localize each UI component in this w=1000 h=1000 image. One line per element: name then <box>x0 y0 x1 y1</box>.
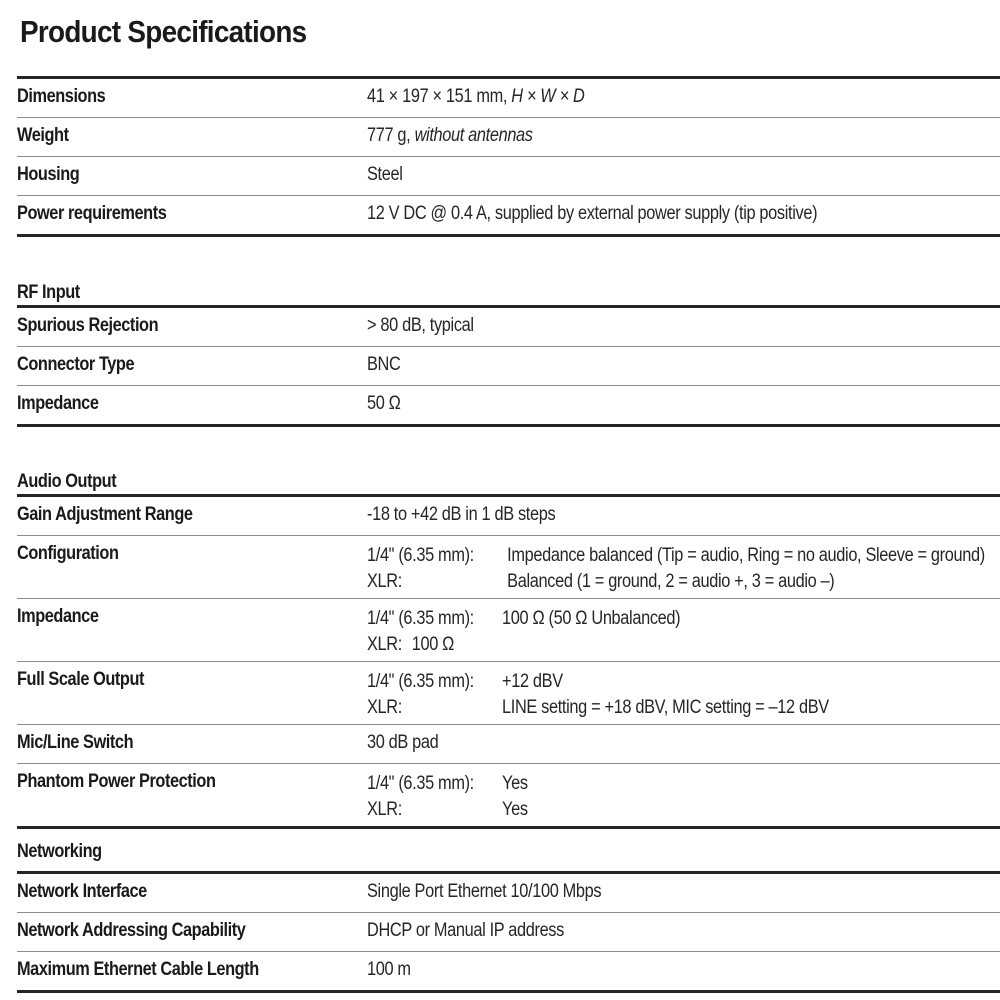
spec-label: Mic/Line Switch <box>17 732 134 753</box>
connector-label: 1/4" (6.35 mm): <box>367 608 474 629</box>
spec-value-note: without antennas <box>414 125 533 146</box>
section-heading-networking: Networking <box>17 841 102 862</box>
spec-label: Connector Type <box>17 354 135 375</box>
spec-label: Impedance <box>17 606 99 627</box>
table-bottom-rule <box>17 424 1000 427</box>
spec-row-full-scale-output <box>17 662 1000 724</box>
section-heading-audio-output: Audio Output <box>17 471 117 492</box>
connector-label: 1/4" (6.35 mm): <box>367 545 474 566</box>
page-title: Product Specifications <box>20 14 307 49</box>
spec-label: Gain Adjustment Range <box>17 504 193 525</box>
spec-value: -18 to +42 dB in 1 dB steps <box>367 504 556 525</box>
spec-subline <box>367 569 985 595</box>
spec-label: Phantom Power Protection <box>17 771 216 792</box>
spec-label: Configuration <box>17 543 119 564</box>
spec-subline <box>367 543 985 569</box>
connector-label: XLR: <box>367 634 402 655</box>
spec-row-network-interface <box>17 874 1000 912</box>
spec-row-mic-line-switch <box>17 725 1000 763</box>
spec-row-audio-impedance <box>17 599 1000 661</box>
spec-row-phantom-power <box>17 764 1000 826</box>
connector-value: Yes <box>502 773 528 794</box>
spec-subline <box>367 797 911 823</box>
spec-value-text: 777 g, <box>367 125 411 146</box>
spec-row-dimensions <box>17 79 1000 117</box>
spec-row-housing <box>17 157 1000 195</box>
spec-value: BNC <box>367 354 401 375</box>
spec-row-weight <box>17 118 1000 156</box>
spec-row-spurious-rejection <box>17 308 1000 346</box>
connector-value: Balanced (1 = ground, 2 = audio +, 3 = audio –) <box>507 571 835 592</box>
spec-value <box>367 764 911 826</box>
spec-row-power <box>17 196 1000 234</box>
spec-row-ethernet-cable-length <box>17 952 1000 990</box>
spec-label: Housing <box>17 164 80 185</box>
connector-label: 1/4" (6.35 mm): <box>367 671 474 692</box>
spec-row-network-addressing <box>17 913 1000 951</box>
connector-label: 1/4" (6.35 mm): <box>367 773 474 794</box>
spec-subline <box>367 606 911 632</box>
spec-label: Spurious Rejection <box>17 315 159 336</box>
spec-label: Maximum Ethernet Cable Length <box>17 959 259 980</box>
connector-value: LINE setting = +18 dBV, MIC setting = –12 dBV <box>502 697 829 718</box>
spec-value: 12 V DC @ 0.4 A, supplied by external power supply (tip positive) <box>367 203 818 224</box>
audio-output-table <box>17 457 1000 829</box>
spec-value: > 80 dB, typical <box>367 315 474 336</box>
spec-value: Steel <box>367 164 403 185</box>
section-heading-rf-input: RF Input <box>17 282 80 303</box>
spec-row-connector-type <box>17 347 1000 385</box>
connector-value: +12 dBV <box>502 671 563 692</box>
connector-label: XLR: <box>367 799 402 820</box>
spec-value: DHCP or Manual IP address <box>367 920 564 941</box>
spec-row-rf-impedance <box>17 386 1000 424</box>
connector-label: XLR: <box>367 697 402 718</box>
table-bottom-rule <box>17 826 1000 829</box>
spec-value: 100 m <box>367 959 411 980</box>
spec-label: Full Scale Output <box>17 669 145 690</box>
spec-value-text: 41 × 197 × 151 mm, <box>367 86 508 107</box>
spec-row-configuration <box>17 536 1000 598</box>
spec-value: Single Port Ethernet 10/100 Mbps <box>367 881 602 902</box>
spec-value <box>367 118 911 156</box>
general-specs-table <box>17 76 1000 237</box>
spec-label: Network Addressing Capability <box>17 920 246 941</box>
networking-table <box>17 831 1000 993</box>
spec-value <box>367 599 911 661</box>
spec-subline <box>367 695 911 721</box>
connector-value: 100 Ω (50 Ω Unbalanced) <box>502 608 681 629</box>
spec-label: Weight <box>17 125 69 146</box>
spec-value-note: H × W × D <box>511 86 585 107</box>
spec-label: Network Interface <box>17 881 147 902</box>
spec-subline <box>367 632 911 658</box>
spec-label: Impedance <box>17 393 99 414</box>
spec-value <box>367 79 911 117</box>
connector-value: Yes <box>502 799 528 820</box>
rf-input-table <box>17 268 1000 427</box>
connector-value: Impedance balanced (Tip = audio, Ring = no audio, Sleeve = ground) <box>507 545 985 566</box>
spec-label: Dimensions <box>17 86 106 107</box>
connector-label: XLR: <box>367 571 402 592</box>
table-bottom-rule <box>17 234 1000 237</box>
spec-label: Power requirements <box>17 203 167 224</box>
spec-value <box>367 662 911 724</box>
spec-subline <box>367 669 911 695</box>
spec-value: 50 Ω <box>367 393 401 414</box>
spec-subline <box>367 771 911 797</box>
spec-value: 30 dB pad <box>367 732 439 753</box>
connector-value: 100 Ω <box>411 634 455 655</box>
spec-row-gain-adjustment <box>17 497 1000 535</box>
spec-value <box>367 536 985 598</box>
table-bottom-rule <box>17 990 1000 993</box>
